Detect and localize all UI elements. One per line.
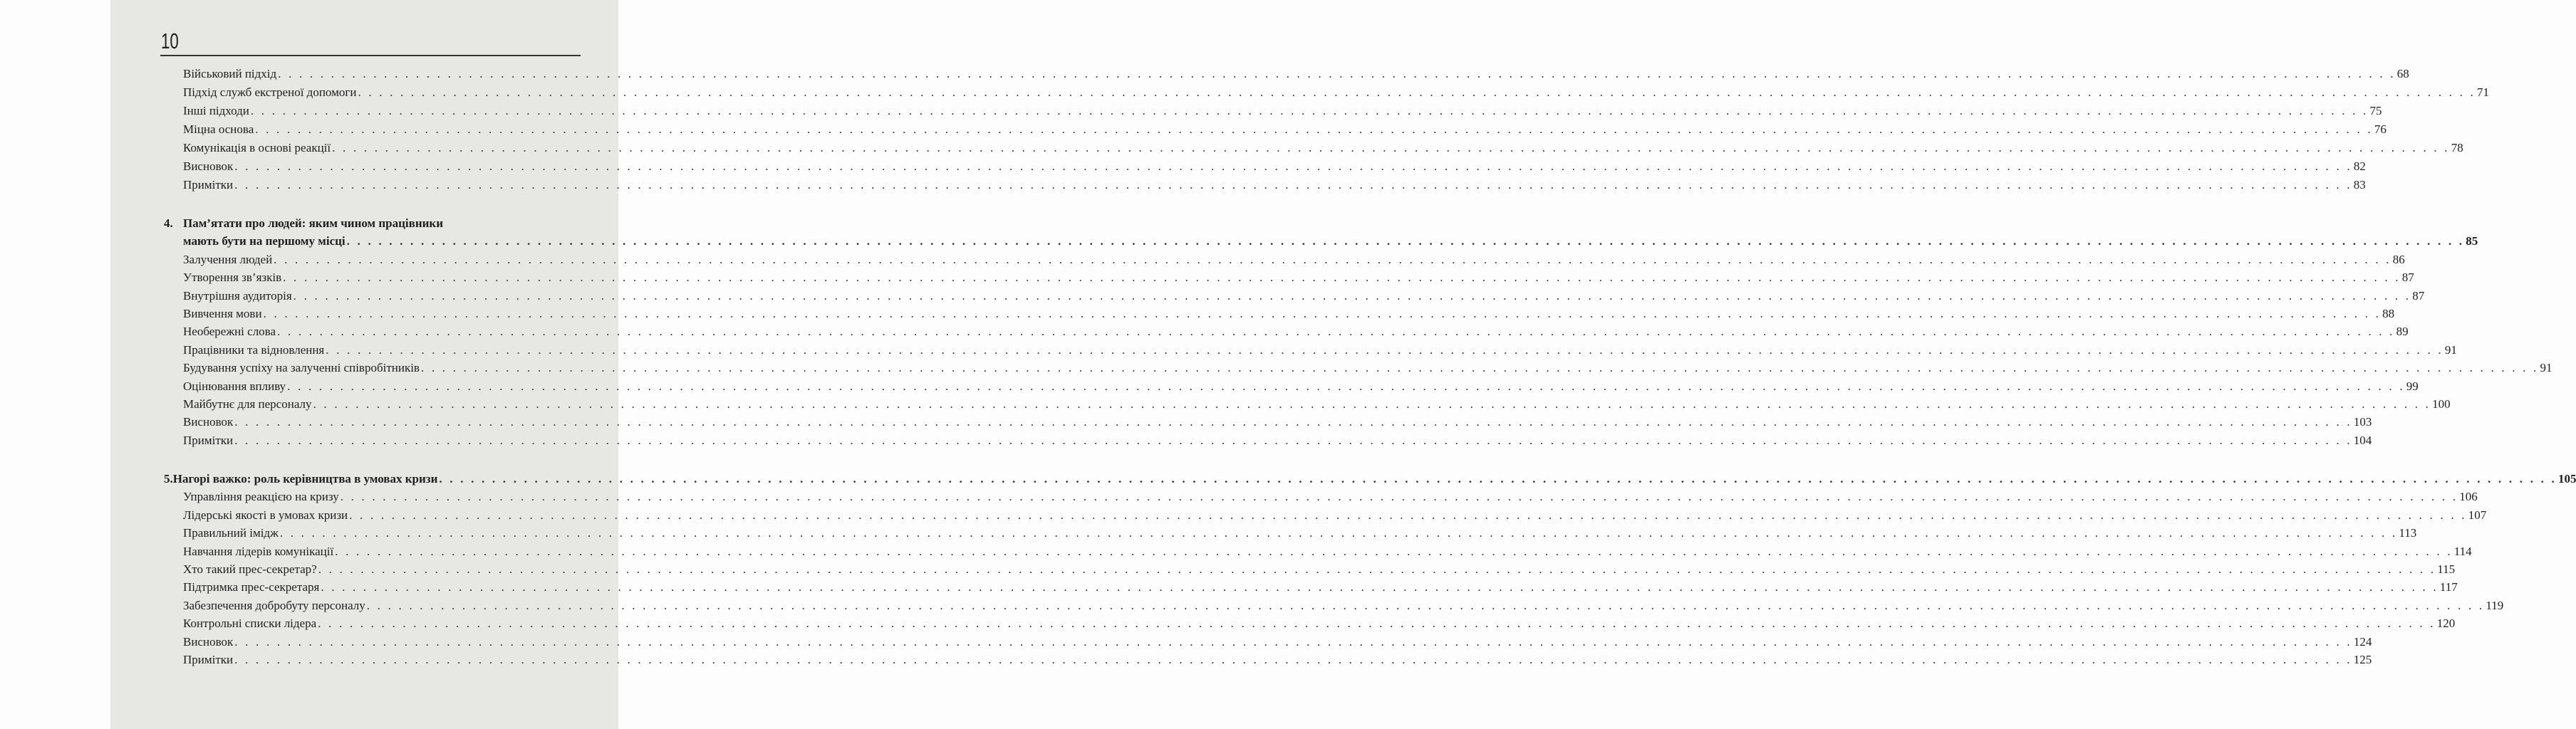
entry-page: 78 bbox=[2451, 141, 2463, 154]
toc-entry[interactable] bbox=[164, 176, 2366, 194]
entry-title: Примітки bbox=[183, 178, 234, 192]
toc-entry[interactable] bbox=[164, 157, 2366, 176]
entry-title: Працівники та відновлення bbox=[183, 342, 325, 357]
dot-leader: . . . . . . . . . . . . . . . . . . . . . . . . . . . . . . . . . . . . . . . . . . . . . . . . . . . . . . . . . . . . . . . . . . . . . . . . . . . . . . . . . . . . . . . . . . . . . . . . . . . . . . . . . . . . . . . . . . . . . . . . . . . . . . . . . . . . . . . . . . . . . . . . . . . . . . . . . . . . . . . . . . . . . . . . . . . . . . . . . . . . . . . . . . . . . . . . . . . . . . . . bbox=[234, 433, 2352, 447]
entry-page: 114 bbox=[2453, 544, 2472, 558]
entry-page: 117 bbox=[2439, 580, 2458, 594]
entry-page: 99 bbox=[2406, 379, 2419, 393]
entry-page: 75 bbox=[2369, 104, 2382, 117]
toc-entry[interactable] bbox=[164, 251, 2405, 268]
dot-leader: . . . . . . . . . . . . . . . . . . . . . . . . . . . . . . . . . . . . . . . . . . . . . . . . . . . . . . . . . . . . . . . . . . . . . . . . . . . . . . . . . . . . . . . . . . . . . . . . . . . . . . . . . . . . . . . . . . . . . . . . . . . . . . . . . . . . . . . . . . . . . . . . . . . . . . . . . . . . . . . . . . . . . . . . . . . . . . . . . . . . . . . . . . . . . . . . . . . . . . . . bbox=[335, 544, 2453, 558]
entry-title: Висновок bbox=[183, 415, 234, 429]
entry-title: Примітки bbox=[183, 652, 234, 666]
toc-entry[interactable] bbox=[164, 614, 2456, 632]
entry-title: Військовий підхід bbox=[183, 67, 277, 80]
toc-entry[interactable] bbox=[164, 65, 2409, 83]
entry-page: 71 bbox=[2477, 85, 2489, 99]
entry-page: 85 bbox=[2466, 234, 2478, 248]
toc-entry[interactable] bbox=[164, 139, 2463, 157]
dot-leader: . . . . . . . . . . . . . . . . . . . . . . . . . . . . . . . . . . . . . . . . . . . . . . . . . . . . . . . . . . . . . . . . . . . . . . . . . . . . . . . . . . . . . . . . . . . . . . . . . . . . . . . . . . . . . . . . . . . . . . . . . . . . . . . . . . . . . . . . . . . . . . . . . . . . . . . . . . . . . . . . . . . . . . . . . . . . . . . . . . . . . . . . . . . . . . . . . . . . . . . . bbox=[283, 271, 2401, 285]
dot-leader: . . . . . . . . . . . . . . . . . . . . . . . . . . . . . . . . . . . . . . . . . . . . . . . . . . . . . . . . . . . . . . . . . . . . . . . . . . . . . . . . . . . . . . . . . . . . . . . . . . . . . . . . . . . . . . . . . . . . . . . . . . . . . . . . . . . . . . . . . . . . . . . . . . . . . . . . . . . . . . . . . . . . . . . . . . . . . . . . . . . . . . . . . . . . . . . . . . . . . . . . bbox=[234, 634, 2352, 649]
toc-entry[interactable] bbox=[164, 524, 2417, 542]
entry-title: Вивчення мови bbox=[183, 306, 262, 320]
entry-page: 103 bbox=[2353, 415, 2372, 429]
toc-entry[interactable] bbox=[164, 578, 2458, 596]
entry-title: Контрольні списки лідера bbox=[183, 617, 317, 631]
toc-entry[interactable] bbox=[164, 560, 2456, 578]
toc-entry[interactable] bbox=[164, 506, 2487, 524]
entry-page: 125 bbox=[2353, 652, 2372, 666]
dot-leader: . . . . . . . . . . . . . . . . . . . . . . . . . . . . . . . . . . . . . . . . . . . . . . . . . . . . . . . . . . . . . . . . . . . . . . . . . . . . . . . . . . . . . . . . . . . . . . . . . . . . . . . . . . . . . . . . . . . . . . . . . . . . . . . . . . . . . . . . . . . . . . . . . . . . . . . . . . . . . . . . . . . . . . . . . . . . . . . . . . . . . . . . . . . . . . . . . . . . . . . . bbox=[318, 617, 2436, 631]
entry-page: 83 bbox=[2353, 178, 2366, 192]
dot-leader: . . . . . . . . . . . . . . . . . . . . . . . . . . . . . . . . . . . . . . . . . . . . . . . . . . . . . . . . . . . . . . . . . . . . . . . . . . . . . . . . . . . . . . . . . . . . . . . . . . . . . . . . . . . . . . . . . . . . . . . . . . . . . . . . . . . . . . . . . . . . . . . . . . . . . . . . . . . . . . . . . . . . . . . . . . . . . . . . . . . . . . . . . . . . . . . . . . . . . . . . bbox=[279, 526, 2398, 540]
toc-entry[interactable] bbox=[164, 359, 2552, 377]
toc-entry[interactable] bbox=[164, 395, 2451, 413]
toc-chapter-entry[interactable] bbox=[164, 232, 2478, 250]
toc-entry[interactable] bbox=[164, 287, 2425, 305]
entry-page: 120 bbox=[2436, 617, 2456, 631]
dot-leader: . . . . . . . . . . . . . . . . . . . . . . . . . . . . . . . . . . . . . . . . . . . . . . . . . . . . . . . . . . . . . . . . . . . . . . . . . . . . . . . . . . . . . . . . . . . . . . . . . . . . . . . . . . . . . . . . . . . . . . . . . . . . . . . . . . . . . . . . . . . . . . . . . . . . . . . . . . . . . . . . . . . . . . . . . . . . . . . . . . . . . . . . . . . . . . . . . . . . . . . . bbox=[346, 234, 2465, 248]
entry-page: 91 bbox=[2540, 361, 2552, 375]
toc-entry[interactable] bbox=[164, 341, 2457, 359]
entry-title: Забезпечення добробуту персоналу bbox=[183, 598, 365, 612]
entry-title: Управління реакцією на кризу bbox=[183, 490, 339, 504]
dot-leader: . . . . . . . . . . . . . . . . . . . . . . . . . . . . . . . . . . . . . . . . . . . . . . . . . . . . . . . . . . . . . . . . . . . . . . . . . . . . . . . . . . . . . . . . . . . . . . . . . . . . . . . . . . . . . . . . . . . . . . . . . . . . . . . . . . . . . . . . . . . . . . . . . . . . . . . . . . . . . . . . . . . . . . . . . . . . . . . . . . . . . . . . . . . . . . . . . . . . . . . . bbox=[439, 472, 2557, 486]
entry-page: 86 bbox=[2392, 252, 2405, 266]
dot-leader: . . . . . . . . . . . . . . . . . . . . . . . . . . . . . . . . . . . . . . . . . . . . . . . . . . . . . . . . . . . . . . . . . . . . . . . . . . . . . . . . . . . . . . . . . . . . . . . . . . . . . . . . . . . . . . . . . . . . . . . . . . . . . . . . . . . . . . . . . . . . . . . . . . . . . . . . . . . . . . . . . . . . . . . . . . . . . . . . . . . . . . . . . . . . . . . . . . . . . . . . bbox=[293, 288, 2411, 303]
entry-title: Інші підходи bbox=[183, 104, 249, 117]
dot-leader: . . . . . . . . . . . . . . . . . . . . . . . . . . . . . . . . . . . . . . . . . . . . . . . . . . . . . . . . . . . . . . . . . . . . . . . . . . . . . . . . . . . . . . . . . . . . . . . . . . . . . . . . . . . . . . . . . . . . . . . . . . . . . . . . . . . . . . . . . . . . . . . . . . . . . . . . . . . . . . . . . . . . . . . . . . . . . . . . . . . . . . . . . . . . . . . . . . . . . . . . bbox=[255, 122, 2373, 136]
entry-page: 104 bbox=[2353, 433, 2372, 447]
dot-leader: . . . . . . . . . . . . . . . . . . . . . . . . . . . . . . . . . . . . . . . . . . . . . . . . . . . . . . . . . . . . . . . . . . . . . . . . . . . . . . . . . . . . . . . . . . . . . . . . . . . . . . . . . . . . . . . . . . . . . . . . . . . . . . . . . . . . . . . . . . . . . . . . . . . . . . . . . . . . . . . . . . . . . . . . . . . . . . . . . . . . . . . . . . . . . . . . . . . . . . . . bbox=[234, 415, 2352, 429]
dot-leader: . . . . . . . . . . . . . . . . . . . . . . . . . . . . . . . . . . . . . . . . . . . . . . . . . . . . . . . . . . . . . . . . . . . . . . . . . . . . . . . . . . . . . . . . . . . . . . . . . . . . . . . . . . . . . . . . . . . . . . . . . . . . . . . . . . . . . . . . . . . . . . . . . . . . . . . . . . . . . . . . . . . . . . . . . . . . . . . . . . . . . . . . . . . . . . . . . . . . . . . . bbox=[358, 85, 2476, 99]
entry-title: Правильний імідж bbox=[183, 526, 279, 540]
dot-leader: . . . . . . . . . . . . . . . . . . . . . . . . . . . . . . . . . . . . . . . . . . . . . . . . . . . . . . . . . . . . . . . . . . . . . . . . . . . . . . . . . . . . . . . . . . . . . . . . . . . . . . . . . . . . . . . . . . . . . . . . . . . . . . . . . . . . . . . . . . . . . . . . . . . . . . . . . . . . . . . . . . . . . . . . . . . . . . . . . . . . . . . . . . . . . . . . . . . . . . . . bbox=[313, 397, 2431, 411]
entry-title: Навчання лідерів комунікації bbox=[183, 544, 334, 558]
entry-title: Комунікація в основі реакції bbox=[183, 141, 331, 154]
dot-leader: . . . . . . . . . . . . . . . . . . . . . . . . . . . . . . . . . . . . . . . . . . . . . . . . . . . . . . . . . . . . . . . . . . . . . . . . . . . . . . . . . . . . . . . . . . . . . . . . . . . . . . . . . . . . . . . . . . . . . . . . . . . . . . . . . . . . . . . . . . . . . . . . . . . . . . . . . . . . . . . . . . . . . . . . . . . . . . . . . . . . . . . . . . . . . . . . . . . . . . . . bbox=[234, 652, 2352, 666]
entry-page: 91 bbox=[2444, 342, 2457, 357]
entry-page: 105 bbox=[2557, 472, 2576, 486]
chapter-number: 4. bbox=[164, 216, 173, 230]
toc-chapter-entry[interactable] bbox=[164, 470, 2576, 488]
entry-title: Оцінювання впливу bbox=[183, 379, 286, 393]
toc-entry[interactable] bbox=[164, 651, 2372, 668]
entry-page: 82 bbox=[2353, 159, 2366, 173]
chapter-title-line bbox=[164, 214, 581, 232]
chapter-title: Пам’ятати про людей: яким чином працівники bbox=[183, 216, 444, 230]
entry-title: мають бути на першому місці bbox=[183, 234, 346, 248]
toc-entry[interactable] bbox=[164, 431, 2372, 449]
dot-leader: . . . . . . . . . . . . . . . . . . . . . . . . . . . . . . . . . . . . . . . . . . . . . . . . . . . . . . . . . . . . . . . . . . . . . . . . . . . . . . . . . . . . . . . . . . . . . . . . . . . . . . . . . . . . . . . . . . . . . . . . . . . . . . . . . . . . . . . . . . . . . . . . . . . . . . . . . . . . . . . . . . . . . . . . . . . . . . . . . . . . . . . . . . . . . . . . . . . . . . . . bbox=[420, 361, 2539, 375]
dot-leader: . . . . . . . . . . . . . . . . . . . . . . . . . . . . . . . . . . . . . . . . . . . . . . . . . . . . . . . . . . . . . . . . . . . . . . . . . . . . . . . . . . . . . . . . . . . . . . . . . . . . . . . . . . . . . . . . . . . . . . . . . . . . . . . . . . . . . . . . . . . . . . . . . . . . . . . . . . . . . . . . . . . . . . . . . . . . . . . . . . . . . . . . . . . . . . . . . . . . . . . . bbox=[349, 508, 2467, 522]
dot-leader: . . . . . . . . . . . . . . . . . . . . . . . . . . . . . . . . . . . . . . . . . . . . . . . . . . . . . . . . . . . . . . . . . . . . . . . . . . . . . . . . . . . . . . . . . . . . . . . . . . . . . . . . . . . . . . . . . . . . . . . . . . . . . . . . . . . . . . . . . . . . . . . . . . . . . . . . . . . . . . . . . . . . . . . . . . . . . . . . . . . . . . . . . . . . . . . . . . . . . . . . bbox=[287, 379, 2405, 393]
entry-title: Підхід служб екстреної допомоги bbox=[183, 85, 357, 99]
entry-title: Залучення людей bbox=[183, 252, 273, 266]
toc-entry[interactable] bbox=[164, 633, 2372, 651]
entry-title: Утворення зв’язків bbox=[183, 271, 282, 285]
toc-entry[interactable] bbox=[164, 413, 2372, 431]
entry-page: 89 bbox=[2396, 325, 2409, 339]
entry-page: 87 bbox=[2412, 288, 2425, 303]
entry-page: 113 bbox=[2399, 526, 2417, 540]
dot-leader: . . . . . . . . . . . . . . . . . . . . . . . . . . . . . . . . . . . . . . . . . . . . . . . . . . . . . . . . . . . . . . . . . . . . . . . . . . . . . . . . . . . . . . . . . . . . . . . . . . . . . . . . . . . . . . . . . . . . . . . . . . . . . . . . . . . . . . . . . . . . . . . . . . . . . . . . . . . . . . . . . . . . . . . . . . . . . . . . . . . . . . . . . . . . . . . . . . . . . . . . bbox=[277, 325, 2395, 339]
entry-page: 106 bbox=[2459, 490, 2478, 504]
entry-page: 88 bbox=[2382, 306, 2395, 320]
header-rule bbox=[160, 55, 581, 56]
dot-leader: . . . . . . . . . . . . . . . . . . . . . . . . . . . . . . . . . . . . . . . . . . . . . . . . . . . . . . . . . . . . . . . . . . . . . . . . . . . . . . . . . . . . . . . . . . . . . . . . . . . . . . . . . . . . . . . . . . . . . . . . . . . . . . . . . . . . . . . . . . . . . . . . . . . . . . . . . . . . . . . . . . . . . . . . . . . . . . . . . . . . . . . . . . . . . . . . . . . . . . . . bbox=[234, 178, 2352, 192]
entry-page: 87 bbox=[2401, 271, 2414, 285]
entry-title: Необережні слова bbox=[183, 325, 276, 339]
dot-leader: . . . . . . . . . . . . . . . . . . . . . . . . . . . . . . . . . . . . . . . . . . . . . . . . . . . . . . . . . . . . . . . . . . . . . . . . . . . . . . . . . . . . . . . . . . . . . . . . . . . . . . . . . . . . . . . . . . . . . . . . . . . . . . . . . . . . . . . . . . . . . . . . . . . . . . . . . . . . . . . . . . . . . . . . . . . . . . . . . . . . . . . . . . . . . . . . . . . . . . . . bbox=[278, 67, 2396, 80]
entry-title: Висновок bbox=[183, 634, 234, 649]
dot-leader: . . . . . . . . . . . . . . . . . . . . . . . . . . . . . . . . . . . . . . . . . . . . . . . . . . . . . . . . . . . . . . . . . . . . . . . . . . . . . . . . . . . . . . . . . . . . . . . . . . . . . . . . . . . . . . . . . . . . . . . . . . . . . . . . . . . . . . . . . . . . . . . . . . . . . . . . . . . . . . . . . . . . . . . . . . . . . . . . . . . . . . . . . . . . . . . . . . . . . . . . bbox=[321, 580, 2439, 594]
dot-leader: . . . . . . . . . . . . . . . . . . . . . . . . . . . . . . . . . . . . . . . . . . . . . . . . . . . . . . . . . . . . . . . . . . . . . . . . . . . . . . . . . . . . . . . . . . . . . . . . . . . . . . . . . . . . . . . . . . . . . . . . . . . . . . . . . . . . . . . . . . . . . . . . . . . . . . . . . . . . . . . . . . . . . . . . . . . . . . . . . . . . . . . . . . . . . . . . . . . . . . . . bbox=[250, 104, 2369, 117]
toc-entry[interactable] bbox=[164, 305, 2395, 322]
toc-entry[interactable] bbox=[164, 83, 2489, 102]
toc-entry[interactable] bbox=[164, 120, 2387, 139]
toc-entry[interactable] bbox=[164, 322, 2409, 340]
entry-page: 115 bbox=[2437, 562, 2456, 576]
entry-page: 76 bbox=[2374, 122, 2387, 136]
entry-title: Висновок bbox=[183, 159, 234, 173]
entry-title: Будування успіху на залученні співробітників bbox=[183, 361, 420, 375]
dot-leader: . . . . . . . . . . . . . . . . . . . . . . . . . . . . . . . . . . . . . . . . . . . . . . . . . . . . . . . . . . . . . . . . . . . . . . . . . . . . . . . . . . . . . . . . . . . . . . . . . . . . . . . . . . . . . . . . . . . . . . . . . . . . . . . . . . . . . . . . . . . . . . . . . . . . . . . . . . . . . . . . . . . . . . . . . . . . . . . . . . . . . . . . . . . . . . . . . . . . . . . . bbox=[340, 490, 2458, 504]
chapter-number: 5. bbox=[164, 472, 173, 486]
toc-entry[interactable] bbox=[164, 597, 2504, 614]
entry-title: Нагорі важко: роль керівництва в умовах кризи bbox=[172, 472, 438, 486]
dot-leader: . . . . . . . . . . . . . . . . . . . . . . . . . . . . . . . . . . . . . . . . . . . . . . . . . . . . . . . . . . . . . . . . . . . . . . . . . . . . . . . . . . . . . . . . . . . . . . . . . . . . . . . . . . . . . . . . . . . . . . . . . . . . . . . . . . . . . . . . . . . . . . . . . . . . . . . . . . . . . . . . . . . . . . . . . . . . . . . . . . . . . . . . . . . . . . . . . . . . . . . . bbox=[332, 141, 2450, 154]
toc-chapter-5 bbox=[164, 470, 2576, 668]
entry-page: 100 bbox=[2432, 397, 2451, 411]
toc-chapter-4 bbox=[164, 214, 2552, 449]
toc-entry[interactable] bbox=[164, 377, 2419, 395]
entry-title: Майбутнє для персоналу bbox=[183, 397, 312, 411]
toc-entry[interactable] bbox=[164, 268, 2414, 286]
entry-title: Підтримка прес-секретаря bbox=[183, 580, 320, 594]
page-number: 10 bbox=[161, 28, 179, 53]
entry-title: Лідерські якості в умовах кризи bbox=[183, 508, 348, 522]
entry-title: Хто такий прес-секретар? bbox=[183, 562, 317, 576]
entry-page: 68 bbox=[2396, 67, 2409, 80]
toc-section-continued bbox=[164, 65, 2489, 194]
entry-title: Міцна основа bbox=[183, 122, 254, 136]
entry-page: 119 bbox=[2486, 598, 2504, 612]
dot-leader: . . . . . . . . . . . . . . . . . . . . . . . . . . . . . . . . . . . . . . . . . . . . . . . . . . . . . . . . . . . . . . . . . . . . . . . . . . . . . . . . . . . . . . . . . . . . . . . . . . . . . . . . . . . . . . . . . . . . . . . . . . . . . . . . . . . . . . . . . . . . . . . . . . . . . . . . . . . . . . . . . . . . . . . . . . . . . . . . . . . . . . . . . . . . . . . . . . . . . . . . bbox=[318, 562, 2436, 576]
entry-page: 124 bbox=[2353, 634, 2372, 649]
dot-leader: . . . . . . . . . . . . . . . . . . . . . . . . . . . . . . . . . . . . . . . . . . . . . . . . . . . . . . . . . . . . . . . . . . . . . . . . . . . . . . . . . . . . . . . . . . . . . . . . . . . . . . . . . . . . . . . . . . . . . . . . . . . . . . . . . . . . . . . . . . . . . . . . . . . . . . . . . . . . . . . . . . . . . . . . . . . . . . . . . . . . . . . . . . . . . . . . . . . . . . . . bbox=[326, 342, 2443, 357]
toc-entry[interactable] bbox=[164, 542, 2472, 560]
entry-title: Внутрішня аудиторія bbox=[183, 288, 292, 303]
toc-entry[interactable] bbox=[164, 102, 2382, 120]
entry-title: Примітки bbox=[183, 433, 234, 447]
dot-leader: . . . . . . . . . . . . . . . . . . . . . . . . . . . . . . . . . . . . . . . . . . . . . . . . . . . . . . . . . . . . . . . . . . . . . . . . . . . . . . . . . . . . . . . . . . . . . . . . . . . . . . . . . . . . . . . . . . . . . . . . . . . . . . . . . . . . . . . . . . . . . . . . . . . . . . . . . . . . . . . . . . . . . . . . . . . . . . . . . . . . . . . . . . . . . . . . . . . . . . . . bbox=[263, 306, 2382, 320]
dot-leader: . . . . . . . . . . . . . . . . . . . . . . . . . . . . . . . . . . . . . . . . . . . . . . . . . . . . . . . . . . . . . . . . . . . . . . . . . . . . . . . . . . . . . . . . . . . . . . . . . . . . . . . . . . . . . . . . . . . . . . . . . . . . . . . . . . . . . . . . . . . . . . . . . . . . . . . . . . . . . . . . . . . . . . . . . . . . . . . . . . . . . . . . . . . . . . . . . . . . . . . . bbox=[274, 252, 2391, 266]
dot-leader: . . . . . . . . . . . . . . . . . . . . . . . . . . . . . . . . . . . . . . . . . . . . . . . . . . . . . . . . . . . . . . . . . . . . . . . . . . . . . . . . . . . . . . . . . . . . . . . . . . . . . . . . . . . . . . . . . . . . . . . . . . . . . . . . . . . . . . . . . . . . . . . . . . . . . . . . . . . . . . . . . . . . . . . . . . . . . . . . . . . . . . . . . . . . . . . . . . . . . . . . bbox=[234, 159, 2352, 173]
dot-leader: . . . . . . . . . . . . . . . . . . . . . . . . . . . . . . . . . . . . . . . . . . . . . . . . . . . . . . . . . . . . . . . . . . . . . . . . . . . . . . . . . . . . . . . . . . . . . . . . . . . . . . . . . . . . . . . . . . . . . . . . . . . . . . . . . . . . . . . . . . . . . . . . . . . . . . . . . . . . . . . . . . . . . . . . . . . . . . . . . . . . . . . . . . . . . . . . . . . . . . . . bbox=[366, 598, 2485, 612]
entry-page: 107 bbox=[2468, 508, 2487, 522]
toc-entry[interactable] bbox=[164, 488, 2478, 505]
